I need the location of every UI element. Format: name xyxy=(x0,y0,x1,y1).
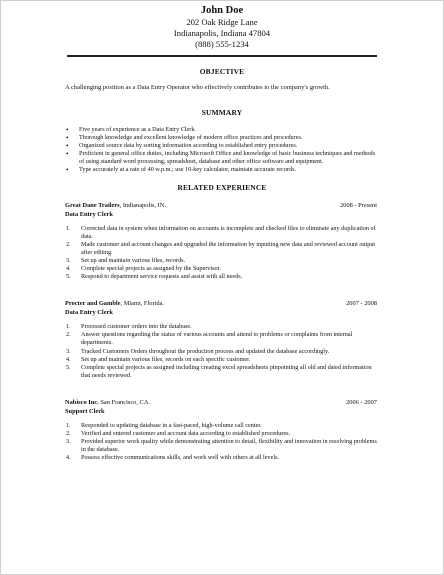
duty-text: Processed customer orders into the database. xyxy=(81,323,192,331)
duties-list xyxy=(65,422,377,462)
duty-item xyxy=(65,438,377,454)
duties-list xyxy=(65,323,377,380)
duty-item xyxy=(65,422,377,430)
job-header xyxy=(65,299,377,308)
duty-number: 4. xyxy=(66,454,71,462)
job-location: , Indianapolis, IN. xyxy=(119,201,166,209)
duty-item xyxy=(65,241,377,257)
duty-number: 1. xyxy=(66,323,71,331)
summary-item: • Type accurately at a rate of 40 w.p.m.; use 10-key calculator, maintain accurate records. xyxy=(65,166,377,174)
duty-text: Respond to department service requests and assist with all needs. xyxy=(81,273,243,281)
duty-text: Tracked Customers Orders throughout the production process and updated the database accordingly. xyxy=(81,347,330,355)
duties-list xyxy=(65,225,377,282)
duty-item xyxy=(65,348,377,356)
summary-heading: SUMMARY xyxy=(201,108,243,117)
job-role: Data Entry Clerk xyxy=(65,309,113,317)
duty-number: 2. xyxy=(66,331,71,339)
summary-item: • Proficient in general office duties, including Microsoft Office and knowledge of basic business techniques and methods of using standard word processing, spreadsheet, database and other office software and equipment. xyxy=(65,150,377,166)
objective-text: A challenging position as a Data Entry Operator who effectively contributes to the company's growth. xyxy=(65,84,330,91)
duty-item xyxy=(65,430,377,438)
duty-text: Provided superior work quality while demonstrating attention to detail, flexibility and innovation in resolving problems in the database. xyxy=(81,438,377,454)
duty-text: Possess effective communications skills, and work well with others at all levels. xyxy=(81,454,280,462)
duty-text: Verified and entered customer and account data according to established procedures. xyxy=(81,429,291,437)
duty-item xyxy=(65,331,377,347)
duty-number: 1. xyxy=(66,421,71,429)
city-line: Indianapolis, Indiana 47804 xyxy=(173,28,271,38)
summary-item: • Organized source data by sorting information according to established entry procedures. xyxy=(65,142,377,150)
duty-number: 1. xyxy=(66,224,71,232)
duty-text: Made customer and account changes and upgraded the information by inputting new data and reviewed account output after editing. xyxy=(81,240,376,256)
duty-text: Corrected data in system when information on accounts is incomplete and checked files to eliminate any duplication of data. xyxy=(81,224,376,240)
experience-heading: RELATED EXPERIENCE xyxy=(177,182,267,192)
duty-item xyxy=(65,364,377,380)
duty-number: 2. xyxy=(66,429,71,437)
job-dates: 2008 - Present xyxy=(340,201,377,209)
summary-item: • Five years of experience as a Data Entry Clerk. xyxy=(65,126,377,134)
summary-item: • Thorough knowledge and excellent knowledge of modern office practices and procedures. xyxy=(65,134,377,142)
duty-number: 3. xyxy=(66,347,71,355)
job-role: Support Clerk xyxy=(65,407,105,415)
duty-number: 5. xyxy=(66,363,71,371)
job-location: , Miami, Florida. xyxy=(120,300,164,308)
duty-number: 3. xyxy=(66,438,71,446)
duty-text: Complete special projects as assigned by the Supervisor. xyxy=(81,265,221,273)
duty-item xyxy=(65,265,377,273)
duty-number: 2. xyxy=(66,240,71,248)
duty-text: Answer questions regarding the status of various accounts and attend to problems or complaints from internal departments. xyxy=(81,331,353,347)
job-location: San Francisco, CA. xyxy=(98,398,151,406)
duty-item xyxy=(65,454,377,462)
job-role: Data Entry Clerk xyxy=(65,210,113,218)
duty-number: 5. xyxy=(66,273,71,281)
job-entry xyxy=(65,201,377,282)
job-employer xyxy=(65,299,164,308)
job-company: Great Dane Trailers xyxy=(65,201,120,209)
job-entry xyxy=(65,398,377,462)
summary-list xyxy=(65,126,377,175)
job-header xyxy=(65,398,377,407)
address-line: 202 Oak Ridge Lane xyxy=(186,17,258,27)
job-dates: 2006 - 2007 xyxy=(346,398,377,406)
duty-item xyxy=(65,323,377,331)
header-divider xyxy=(67,55,377,57)
duty-text: Responded to updating database in a fast-paced, high-volume call center. xyxy=(81,421,262,429)
duty-item xyxy=(65,225,377,241)
duty-number: 3. xyxy=(66,256,71,264)
duty-text: Set up and maintain various files, records. xyxy=(81,256,186,264)
job-company: Procter and Gamble xyxy=(65,300,121,308)
duty-text: Set up and maintain various files, records on each specific customer. xyxy=(81,355,251,363)
job-employer xyxy=(65,201,166,210)
duty-number: 4. xyxy=(66,355,71,363)
resume-header xyxy=(1,1,443,50)
job-entry xyxy=(65,299,377,380)
job-company: Nabisco Inc. xyxy=(65,398,99,406)
job-employer xyxy=(65,398,150,407)
job-header xyxy=(65,201,377,210)
job-dates: 2007 - 2008 xyxy=(346,300,377,308)
phone-line: (888) 555-1234 xyxy=(195,39,249,49)
duty-text: Complete special projects as assigned including creating excel spreadsheets pinpointing all old and dated information that needs reviewed. xyxy=(81,363,372,379)
duty-item xyxy=(65,356,377,364)
duty-number: 4. xyxy=(66,265,71,273)
duty-item xyxy=(65,273,377,281)
candidate-name: John Doe xyxy=(200,5,244,16)
objective-heading: OBJECTIVE xyxy=(199,67,245,76)
duty-item xyxy=(65,257,377,265)
